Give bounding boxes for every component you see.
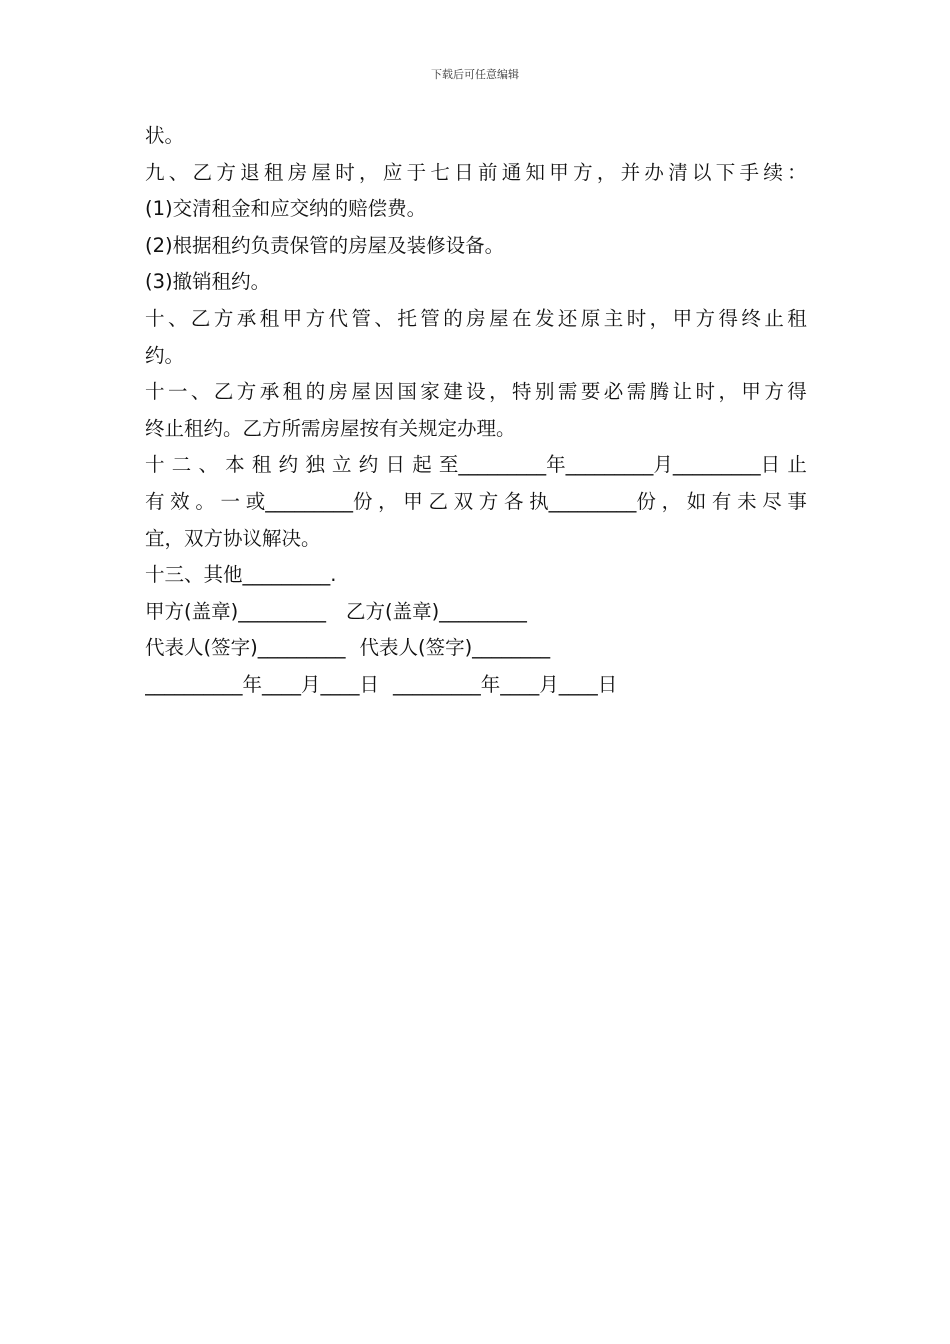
text-segment: 租 <box>282 380 303 404</box>
text-segment: ， <box>378 489 398 513</box>
clause-13: 十三、其他_________. <box>145 563 337 587</box>
text-segment: 办 <box>644 160 664 184</box>
text-segment: 方 <box>213 306 234 330</box>
text-segment: 得 <box>718 306 738 330</box>
text-segment: 建 <box>443 380 463 404</box>
text-segment: 方 <box>573 160 593 184</box>
text-segment: ， <box>489 380 509 404</box>
text-segment: 甲 <box>403 489 423 513</box>
text-segment: 有 <box>145 489 165 513</box>
text-segment: 或_________份 <box>245 489 373 513</box>
text-segment: 应 <box>382 160 403 184</box>
party-b-seal-field: 乙方(盖章)_________ <box>345 599 527 623</box>
party-a-date-field: __________年____月____日 <box>145 672 380 696</box>
text-segment: 通 <box>501 160 522 184</box>
text-segment: 、 <box>167 306 188 330</box>
text-segment: 主 <box>603 306 624 330</box>
text-segment: 独 <box>305 453 325 477</box>
text-segment: 的 <box>305 380 326 404</box>
text-segment: 国 <box>397 380 417 404</box>
text-segment: ， <box>661 489 682 513</box>
clause-9 <box>145 155 807 192</box>
text-segment: 租 <box>251 453 272 477</box>
text-segment: 续 <box>763 160 783 184</box>
text-segment: 方 <box>236 380 257 404</box>
text-segment: 七 <box>430 160 450 184</box>
text-segment: 管 <box>420 306 440 330</box>
text-segment: 并 <box>620 160 641 184</box>
text-segment: 终 <box>741 306 761 330</box>
text-segment: 房 <box>466 306 486 330</box>
text-segment: ， <box>649 306 670 330</box>
party-b-date-field: _________年____月____日 <box>393 672 618 696</box>
clause-10-continued: 约。 <box>145 343 185 367</box>
text-segment: 事 <box>787 489 807 513</box>
text-segment: 九 <box>145 160 165 184</box>
text-segment: 于 <box>406 160 427 184</box>
text-segment: 时 <box>695 380 716 404</box>
text-segment: 需 <box>557 380 578 404</box>
clause-12-end: 宜，双方协议解决。 <box>145 526 321 550</box>
text-segment: 以 <box>691 160 712 184</box>
text-segment: 别 <box>534 380 555 404</box>
text-segment: 方 <box>305 306 326 330</box>
text-segment: 十 <box>145 453 165 477</box>
text-segment: 一 <box>167 380 188 404</box>
text-segment: 、 <box>190 380 211 404</box>
text-segment: 知 <box>525 160 546 184</box>
text-segment: 房 <box>287 160 308 184</box>
date-row <box>145 667 807 704</box>
text-segment: 乙 <box>213 380 234 404</box>
text-segment: 日 <box>454 160 474 184</box>
text-segment: 方 <box>478 489 499 513</box>
text-segment: ， <box>359 160 379 184</box>
text-segment: 止 <box>787 453 807 477</box>
text-segment: 租 <box>787 306 807 330</box>
text-segment: 设 <box>466 380 486 404</box>
text-segment: 二 <box>171 453 192 477</box>
text-segment: 承 <box>236 306 257 330</box>
text-segment: 家 <box>420 380 440 404</box>
text-segment: 让 <box>672 380 693 404</box>
clause-10 <box>145 301 807 338</box>
text-segment: 方 <box>216 160 236 184</box>
text-segment: 时 <box>626 306 647 330</box>
text-segment: 一 <box>220 489 241 513</box>
text-segment: 尽 <box>762 489 782 513</box>
clause-9-item-1: (1)交清租金和应交纳的赔偿费。 <box>145 197 427 221</box>
clause-11-continued: 终止租约。乙方所需房屋按有关规定办理。 <box>145 416 516 440</box>
text-segment: 下 <box>715 160 736 184</box>
text-segment: 至_________年_________月_________日 <box>438 453 781 477</box>
text-segment: 时 <box>335 160 355 184</box>
text-segment: 原 <box>580 306 601 330</box>
text-segment: ， <box>596 160 617 184</box>
text-segment: 效 <box>170 489 190 513</box>
text-segment: 管 <box>351 306 371 330</box>
text-segment: 日 <box>385 453 405 477</box>
contract-body <box>145 118 807 704</box>
text-segment: 双 <box>453 489 474 513</box>
text-segment: 承 <box>259 380 280 404</box>
text-segment: 代 <box>328 306 349 330</box>
text-segment: 发 <box>534 306 555 330</box>
text-segment: 屋 <box>311 160 331 184</box>
clause-12-continued <box>145 484 807 521</box>
text-segment: 甲 <box>282 306 303 330</box>
party-a-representative-field: 代表人(签字)_________ <box>145 636 346 660</box>
text-segment: 十 <box>145 380 165 404</box>
text-segment: 有 <box>711 489 732 513</box>
text-segment: 屋 <box>351 380 371 404</box>
text-segment: 房 <box>328 380 349 404</box>
text-segment: 租 <box>263 160 284 184</box>
text-segment: 乙 <box>428 489 448 513</box>
text-segment: 方 <box>695 306 716 330</box>
text-segment: ， <box>718 380 738 404</box>
text-segment: 乙 <box>190 306 211 330</box>
text-segment: 十 <box>145 306 165 330</box>
text-segment: 退 <box>240 160 260 184</box>
text-segment: 。 <box>195 489 215 513</box>
text-segment: 立 <box>332 453 352 477</box>
text-segment: 约 <box>278 453 299 477</box>
clause-9-item-3: (3)撤销租约。 <box>145 270 271 294</box>
text-segment: 、 <box>374 306 394 330</box>
clause-12 <box>145 447 807 484</box>
page-header: 下载后可任意编辑 <box>431 68 519 81</box>
text-segment: 乙 <box>192 160 213 184</box>
text-segment: 起 <box>412 453 432 477</box>
text-segment: 方 <box>764 380 784 404</box>
text-segment: 在 <box>512 306 532 330</box>
text-segment: 的 <box>443 306 463 330</box>
text-segment: 执_________份 <box>529 489 656 513</box>
text-segment: 前 <box>477 160 498 184</box>
text-segment: 托 <box>397 306 417 330</box>
text-segment: 屋 <box>489 306 509 330</box>
text-segment: 因 <box>374 380 394 404</box>
seal-row <box>145 594 807 631</box>
text-segment: 各 <box>503 489 524 513</box>
text-segment: 约 <box>358 453 379 477</box>
text-segment: 要 <box>580 380 601 404</box>
text-segment: 特 <box>512 380 532 404</box>
text-segment: 租 <box>259 306 280 330</box>
text-segment: 得 <box>787 380 807 404</box>
text-line-1: 状。 <box>145 124 185 147</box>
signature-row <box>145 630 807 667</box>
text-segment: 还 <box>557 306 578 330</box>
text-segment: 甲 <box>549 160 569 184</box>
text-segment: 、 <box>168 160 189 184</box>
text-segment: 腾 <box>649 380 670 404</box>
text-segment: 、 <box>198 453 218 477</box>
text-segment: 甲 <box>672 306 693 330</box>
text-segment: 止 <box>764 306 784 330</box>
text-segment: 需 <box>626 380 647 404</box>
text-segment: 手 <box>739 160 760 184</box>
text-segment: 必 <box>603 380 624 404</box>
clause-11 <box>145 374 807 411</box>
text-segment: 本 <box>225 453 245 477</box>
text-segment: 清 <box>668 160 688 184</box>
party-a-seal-field: 甲方(盖章)_________ <box>145 599 326 623</box>
text-segment: 甲 <box>741 380 761 404</box>
text-segment: 如 <box>686 489 707 513</box>
text-segment: ： <box>787 160 807 184</box>
text-segment: 未 <box>737 489 757 513</box>
party-b-representative-field: 代表人(签字)________ <box>359 636 551 660</box>
clause-9-item-2: (2)根据租约负责保管的房屋及装修设备。 <box>145 233 505 257</box>
